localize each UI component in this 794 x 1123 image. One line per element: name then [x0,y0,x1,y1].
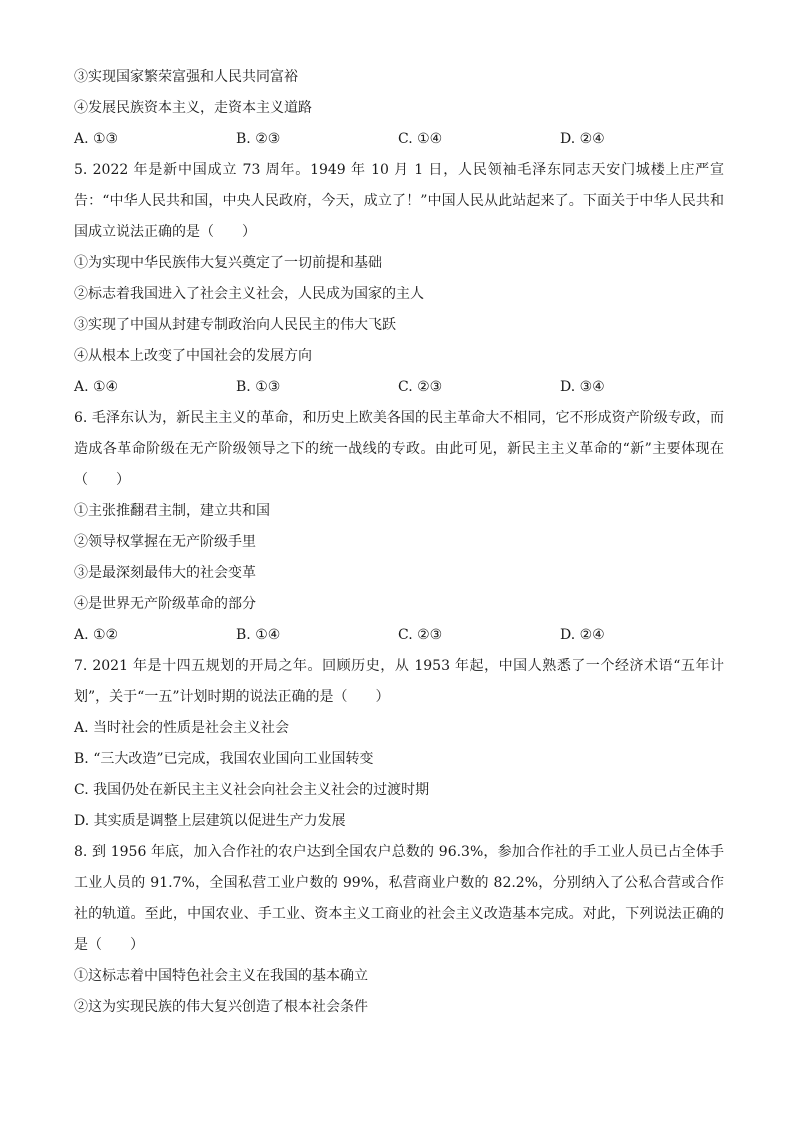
q6-choice-c: C. ②③ [398,627,443,643]
q7-option-d: D. 其实质是调整上层建筑以促进生产力发展 [74,813,346,829]
q4-choice-a: A. ①③ [74,131,119,147]
q6-choice-a: A. ①② [74,627,119,643]
q5-stem: 5. 2022 年是新中国成立 73 周年。1949 年 10 月 1 日，人民领袖毛泽东同志天安门城楼上庄严宣告：“中华人民共和国，中央人民政府，今天，成立了！”中国人民从此站起来了。下面关于中华人民共和国成立说法正确的是（ ） [74,162,724,240]
q4-choices [74,124,724,155]
q6-stem: 6. 毛泽东认为，新民主主义的革命，和历史上欧美各国的民主革命大不相同，它不形成资产阶级专政，而造成各革命阶级在无产阶级领导之下的统一战线的专政。由此可见，新民主主义革命的“新”主要体现在（ ） [74,410,724,488]
q5-item-2: ②标志着我国进入了社会主义社会，人民成为国家的主人 [74,286,424,302]
q5-choice-d: D. ③④ [560,379,605,395]
q8-stem: 8. 到 1956 年底，加入合作社的农户达到全国农户总数的 96.3%，参加合作社的手工业人员已占全体手工业人员的 91.7%，全国私营工业户数的 99%，私营商业户数的 82.2%，分别纳入了公私合营或合作社的轨道。至此，中国农业、手工业、资本主义工商业的社会主义改造基本完成。对此，下列说法正确的是（ ） [74,844,724,953]
question-7 [74,651,724,837]
q8-item-2: ②这为实现民族的伟大复兴创造了根本社会条件 [74,999,368,1015]
q7-option-c: C. 我国仍处在新民主主义社会向社会主义社会的过渡时期 [74,782,430,798]
q5-item-4: ④从根本上改变了中国社会的发展方向 [74,348,312,364]
q7-stem: 7. 2021 年是十四五规划的开局之年。回顾历史，从 1953 年起，中国人熟悉了一个经济术语“五年计划”，关于“一五”计划时期的说法正确的是（ ） [74,658,724,705]
q4-item-3: ③实现国家繁荣富强和人民共同富裕 [74,69,298,85]
q6-choice-b: B. ①④ [236,627,281,643]
q4-choice-b: B. ②③ [236,131,281,147]
q7-option-b: B. “三大改造”已完成，我国农业国向工业国转变 [74,751,374,767]
q5-choice-b: B. ①③ [236,379,281,395]
q6-item-4: ④是世界无产阶级革命的部分 [74,596,256,612]
exam-page [74,62,724,1023]
q5-choices [74,372,724,403]
q5-item-1: ①为实现中华民族伟大复兴奠定了一切前提和基础 [74,255,382,271]
question-6 [74,403,724,651]
question-4-tail [74,62,724,155]
question-5 [74,155,724,403]
question-8 [74,837,724,1023]
q4-choice-c: C. ①④ [398,131,443,147]
q6-item-3: ③是最深刻最伟大的社会变革 [74,565,256,581]
q4-item-4: ④发展民族资本主义，走资本主义道路 [74,100,312,116]
q6-choice-d: D. ②④ [560,627,605,643]
q7-option-a: A. 当时社会的性质是社会主义社会 [74,720,290,736]
q4-choice-d: D. ②④ [560,131,605,147]
q5-choice-a: A. ①④ [74,379,119,395]
q5-item-3: ③实现了中国从封建专制政治向人民民主的伟大飞跃 [74,317,396,333]
q6-item-1: ①主张推翻君主制，建立共和国 [74,503,270,519]
q8-item-1: ①这标志着中国特色社会主义在我国的基本确立 [74,968,368,984]
q5-choice-c: C. ②③ [398,379,443,395]
q6-item-2: ②领导权掌握在无产阶级手里 [74,534,256,550]
q6-choices [74,620,724,651]
